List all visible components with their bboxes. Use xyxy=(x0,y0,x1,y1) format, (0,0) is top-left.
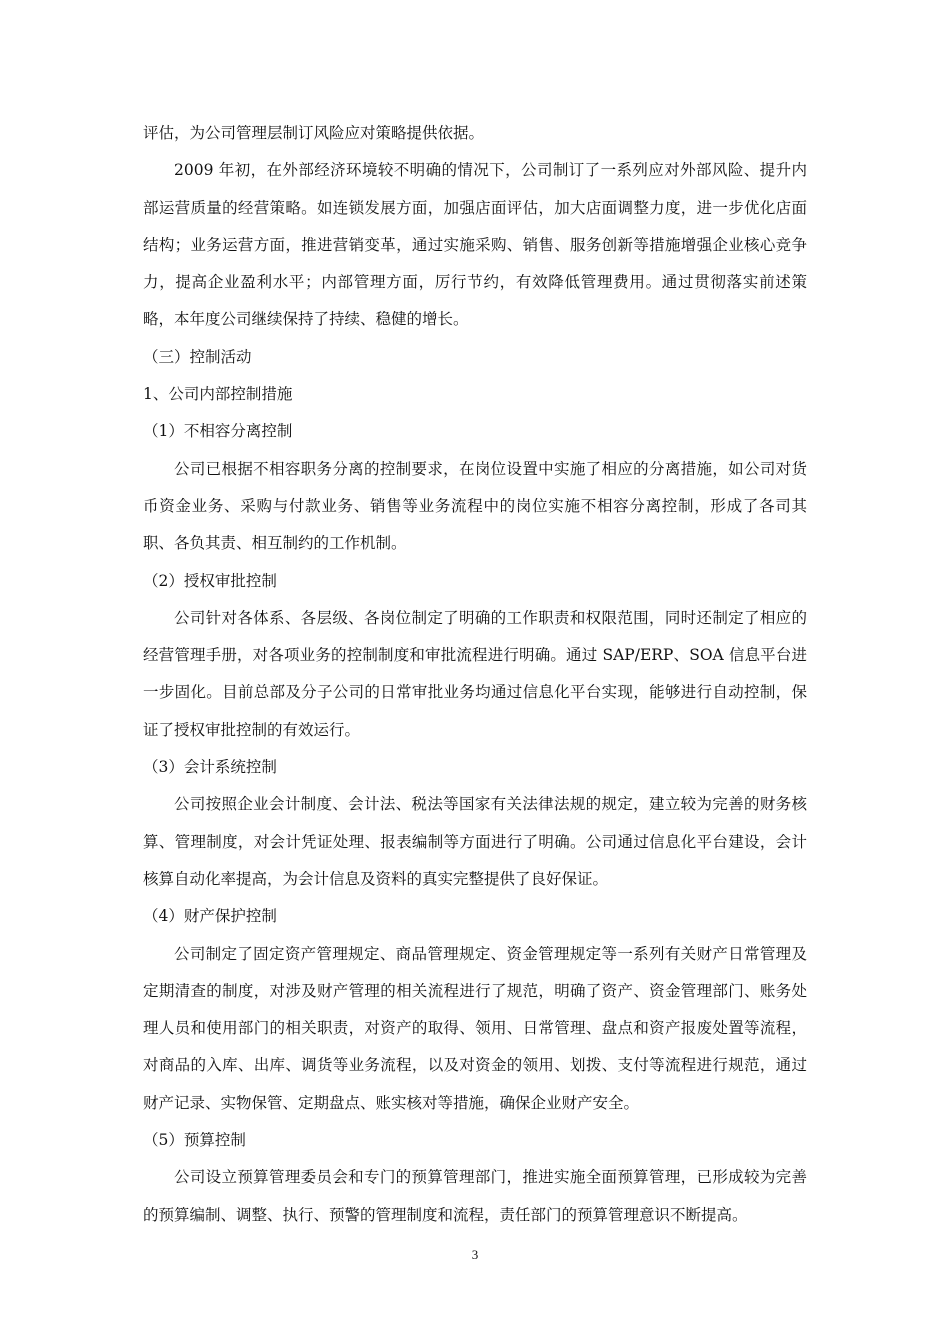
paragraph-authorization-approval: 公司针对各体系、各层级、各岗位制定了明确的工作职责和权限范围，同时还制定了相应的经营管理手册，对各项业务的控制制度和审批流程进行明确。通过 SAP/ERP、SOA 信息平台进一步固化。目前总部及分子公司的日常审批业务均通过信息化平台实现，能够进行自动控制，保证了授权审批控制的有效运行。 xyxy=(143,608,807,739)
heading-budget-control: （5）预算控制 xyxy=(143,1131,246,1150)
heading-accounting-system: （3）会计系统控制 xyxy=(143,758,277,777)
paragraph-budget-control: 公司设立预算管理委员会和专门的预算管理部门，推进实施全面预算管理，已形成较为完善的预算编制、调整、执行、预警的管理制度和流程，责任部门的预算管理意识不断提高。 xyxy=(143,1168,807,1224)
page-number: 3 xyxy=(471,1247,479,1262)
heading-property-protection: （4）财产保护控制 xyxy=(143,907,277,926)
heading-control-activities: （三）控制活动 xyxy=(143,347,252,366)
heading-incompatible-separation: （1）不相容分离控制 xyxy=(143,422,293,441)
paragraph-incompatible-separation: 公司已根据不相容职务分离的控制要求，在岗位设置中实施了相应的分离措施，如公司对货币资金业务、采购与付款业务、销售等业务流程中的岗位实施不相容分离控制，形成了各司其职、各负其责、相互制约的工作机制。 xyxy=(143,459,807,553)
paragraph-accounting-system: 公司按照企业会计制度、会计法、税法等国家有关法律法规的规定，建立较为完善的财务核算、管理制度，对会计凭证处理、报表编制等方面进行了明确。公司通过信息化平台建设，会计核算自动化率提高，为会计信息及资料的真实完整提供了良好保证。 xyxy=(143,795,807,888)
heading-internal-control-measures: 1、公司内部控制措施 xyxy=(143,385,293,404)
paragraph-property-protection: 公司制定了固定资产管理规定、商品管理规定、资金管理规定等一系列有关财产日常管理及定期清查的制度，对涉及财产管理的相关流程进行了规范，明确了资产、资金管理部门、账务处理人员和使用部门的相关职责，对资产的取得、领用、日常管理、盘点和资产报废处置等流程，对商品的入库、出库、调货等业务流程，以及对资金的领用、划拨、支付等流程进行规范，通过财产记录、实物保管、定期盘点、账实核对等措施，确保企业财产安全。 xyxy=(143,944,807,1112)
document-body xyxy=(143,115,807,1234)
paragraph-risk-assessment-end: 评估，为公司管理层制订风险应对策略提供依据。 xyxy=(143,124,485,142)
heading-authorization-approval: （2）授权审批控制 xyxy=(143,571,277,590)
paragraph-2009-strategy: 2009 年初，在外部经济环境较不明确的情况下，公司制订了一系列应对外部风险、提升内部运营质量的经营策略。如连锁发展方面，加强店面评估，加大店面调整力度，进一步优化店面结构；业务运营方面，推进营销变革，通过实施采购、销售、服务创新等措施增强企业核心竞争力，提高企业盈利水平；内部管理方面，厉行节约，有效降低管理费用。通过贯彻落实前述策略，本年度公司继续保持了持续、稳健的增长。 xyxy=(143,161,807,329)
